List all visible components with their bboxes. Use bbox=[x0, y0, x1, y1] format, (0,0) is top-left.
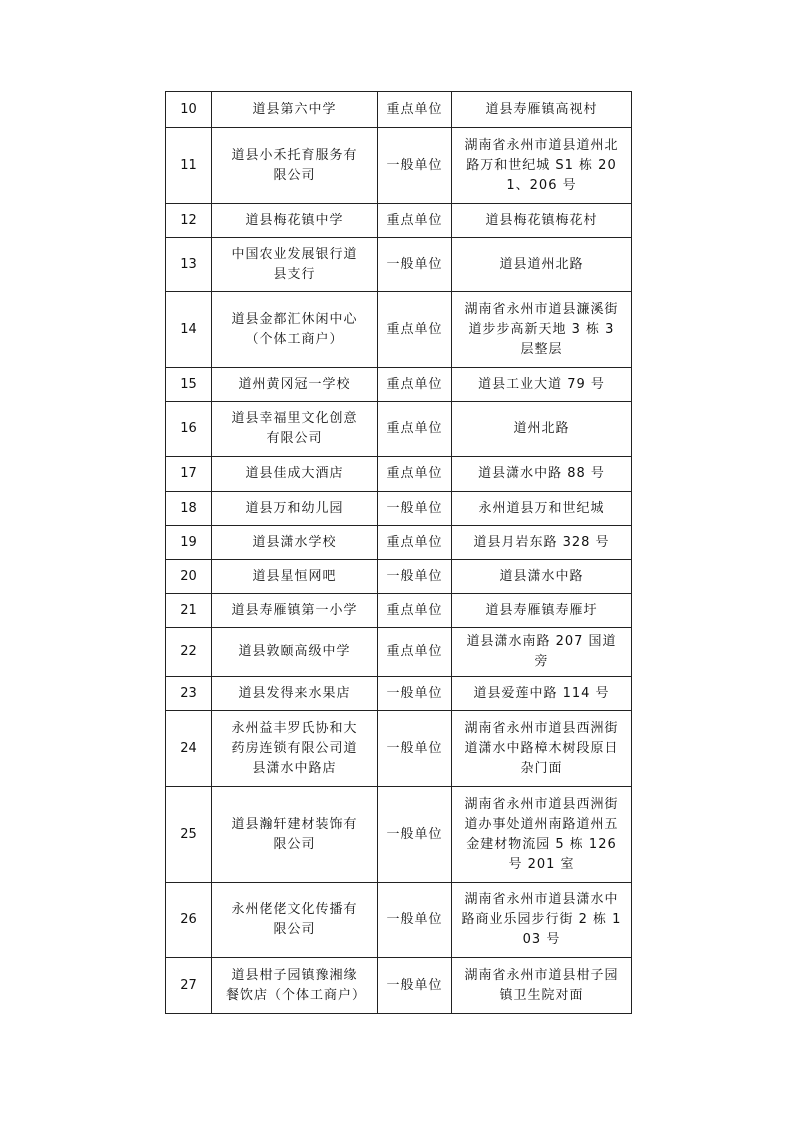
unit-address: 湖南省永州市道县潇水中路商业乐园步行街 2 栋 103 号 bbox=[452, 883, 632, 958]
row-number: 18 bbox=[166, 492, 212, 526]
unit-name: 道县佳成大酒店 bbox=[212, 457, 378, 492]
table-row bbox=[166, 787, 632, 883]
unit-type: 一般单位 bbox=[378, 238, 452, 292]
unit-address: 道县月岩东路 328 号 bbox=[452, 526, 632, 560]
table-row bbox=[166, 958, 632, 1014]
row-number: 22 bbox=[166, 628, 212, 677]
row-number: 27 bbox=[166, 958, 212, 1014]
unit-address: 道县潇水中路 bbox=[452, 560, 632, 594]
table-row bbox=[166, 883, 632, 958]
unit-type: 重点单位 bbox=[378, 292, 452, 368]
table-row bbox=[166, 594, 632, 628]
unit-address: 道县寿雁镇高视村 bbox=[452, 92, 632, 128]
unit-type: 一般单位 bbox=[378, 677, 452, 711]
table-row bbox=[166, 92, 632, 128]
unit-type: 一般单位 bbox=[378, 787, 452, 883]
row-number: 20 bbox=[166, 560, 212, 594]
unit-table-body bbox=[166, 92, 632, 1014]
unit-type: 一般单位 bbox=[378, 958, 452, 1014]
unit-name: 道县金都汇休闲中心（个体工商户） bbox=[212, 292, 378, 368]
row-number: 17 bbox=[166, 457, 212, 492]
unit-type: 重点单位 bbox=[378, 204, 452, 238]
row-number: 16 bbox=[166, 402, 212, 457]
unit-table bbox=[165, 91, 632, 1014]
table-row bbox=[166, 526, 632, 560]
unit-name: 道县柑子园镇豫湘缘餐饮店（个体工商户） bbox=[212, 958, 378, 1014]
unit-address: 道县道州北路 bbox=[452, 238, 632, 292]
row-number: 19 bbox=[166, 526, 212, 560]
table-row bbox=[166, 628, 632, 677]
row-number: 10 bbox=[166, 92, 212, 128]
unit-name: 道县万和幼儿园 bbox=[212, 492, 378, 526]
unit-name: 道县梅花镇中学 bbox=[212, 204, 378, 238]
table-row bbox=[166, 677, 632, 711]
row-number: 25 bbox=[166, 787, 212, 883]
table-row bbox=[166, 128, 632, 204]
unit-name: 道县小禾托育服务有限公司 bbox=[212, 128, 378, 204]
table-row bbox=[166, 711, 632, 787]
unit-address: 道县寿雁镇寿雁圩 bbox=[452, 594, 632, 628]
unit-address: 湖南省永州市道县西洲街道办事处道州南路道州五金建材物流园 5 栋 126 号 201 室 bbox=[452, 787, 632, 883]
unit-name: 道县瀚轩建材装饰有限公司 bbox=[212, 787, 378, 883]
unit-name: 道县发得来水果店 bbox=[212, 677, 378, 711]
table-row bbox=[166, 560, 632, 594]
unit-type: 一般单位 bbox=[378, 128, 452, 204]
unit-name: 中国农业发展银行道县支行 bbox=[212, 238, 378, 292]
unit-type: 一般单位 bbox=[378, 492, 452, 526]
unit-address: 道县梅花镇梅花村 bbox=[452, 204, 632, 238]
table-row bbox=[166, 368, 632, 402]
unit-type: 一般单位 bbox=[378, 711, 452, 787]
row-number: 14 bbox=[166, 292, 212, 368]
unit-type: 重点单位 bbox=[378, 526, 452, 560]
unit-address: 湖南省永州市道县西洲街道潇水中路樟木树段原日杂门面 bbox=[452, 711, 632, 787]
row-number: 13 bbox=[166, 238, 212, 292]
unit-type: 重点单位 bbox=[378, 457, 452, 492]
unit-type: 重点单位 bbox=[378, 368, 452, 402]
table-row bbox=[166, 492, 632, 526]
unit-address: 道县潇水中路 88 号 bbox=[452, 457, 632, 492]
row-number: 26 bbox=[166, 883, 212, 958]
unit-type: 重点单位 bbox=[378, 594, 452, 628]
unit-name: 道县潇水学校 bbox=[212, 526, 378, 560]
unit-name: 道县寿雁镇第一小学 bbox=[212, 594, 378, 628]
unit-address: 道州北路 bbox=[452, 402, 632, 457]
unit-address: 道县潇水南路 207 国道旁 bbox=[452, 628, 632, 677]
unit-name: 永州佬佬文化传播有限公司 bbox=[212, 883, 378, 958]
table-row bbox=[166, 457, 632, 492]
unit-address: 湖南省永州市道县柑子园镇卫生院对面 bbox=[452, 958, 632, 1014]
unit-address: 道县工业大道 79 号 bbox=[452, 368, 632, 402]
row-number: 24 bbox=[166, 711, 212, 787]
unit-address: 永州道县万和世纪城 bbox=[452, 492, 632, 526]
unit-type: 一般单位 bbox=[378, 560, 452, 594]
unit-address: 湖南省永州市道县道州北路万和世纪城 S1 栋 201、206 号 bbox=[452, 128, 632, 204]
unit-type: 重点单位 bbox=[378, 628, 452, 677]
unit-type: 重点单位 bbox=[378, 402, 452, 457]
unit-address: 道县爱莲中路 114 号 bbox=[452, 677, 632, 711]
row-number: 21 bbox=[166, 594, 212, 628]
unit-type: 一般单位 bbox=[378, 883, 452, 958]
row-number: 23 bbox=[166, 677, 212, 711]
unit-name: 道州黄冈冠一学校 bbox=[212, 368, 378, 402]
row-number: 15 bbox=[166, 368, 212, 402]
unit-name: 永州益丰罗氏协和大药房连锁有限公司道县潇水中路店 bbox=[212, 711, 378, 787]
unit-type: 重点单位 bbox=[378, 92, 452, 128]
unit-name: 道县敦颐高级中学 bbox=[212, 628, 378, 677]
table-row bbox=[166, 204, 632, 238]
unit-name: 道县星恒网吧 bbox=[212, 560, 378, 594]
unit-name: 道县第六中学 bbox=[212, 92, 378, 128]
unit-address: 湖南省永州市道县濂溪街道步步高新天地 3 栋 3 层整层 bbox=[452, 292, 632, 368]
table-row bbox=[166, 292, 632, 368]
unit-name: 道县幸福里文化创意有限公司 bbox=[212, 402, 378, 457]
table-row bbox=[166, 402, 632, 457]
row-number: 12 bbox=[166, 204, 212, 238]
table-row bbox=[166, 238, 632, 292]
row-number: 11 bbox=[166, 128, 212, 204]
